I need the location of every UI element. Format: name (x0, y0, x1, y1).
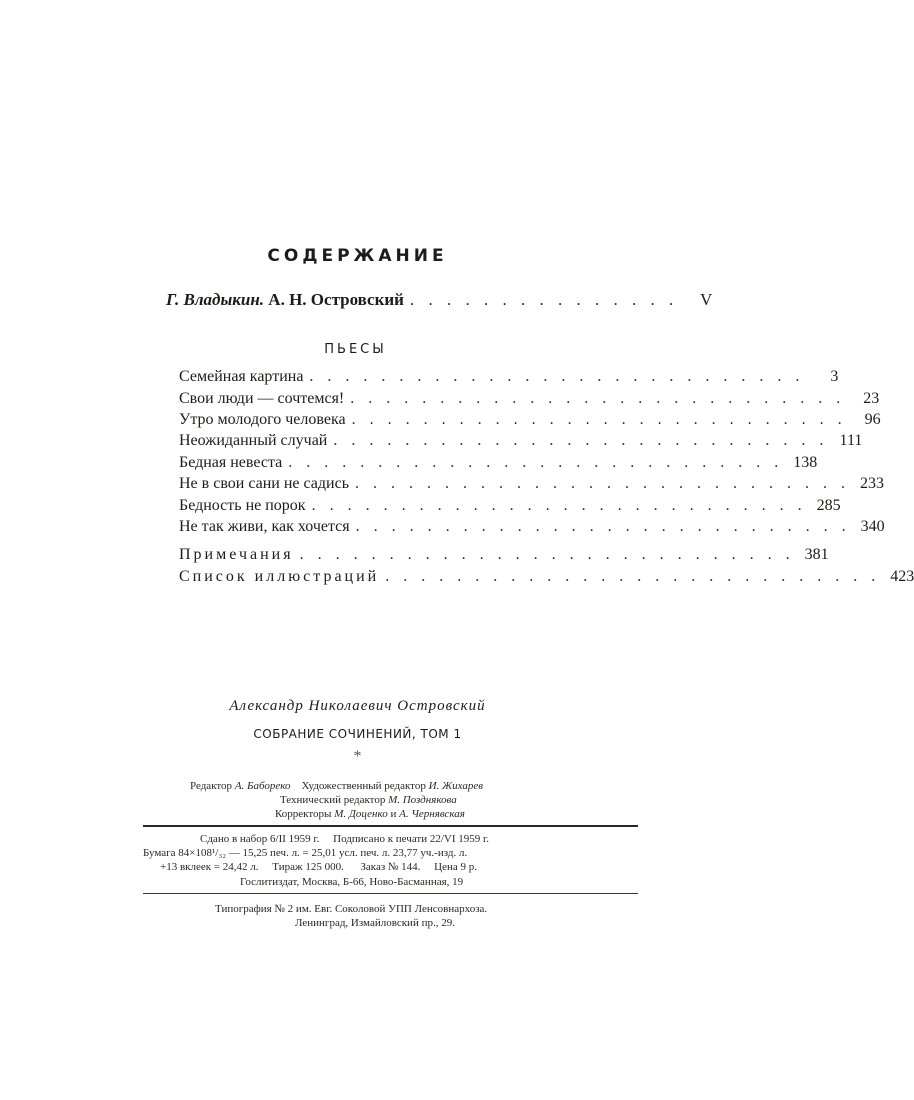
proofreaders-line (275, 807, 465, 821)
dot-leader: . . . . . . . . . . . . . . . . . . . . . . . . . . . . (350, 390, 846, 407)
star-ornament: * (353, 748, 362, 765)
dot-leader: . . . . . . . . . . . . . . . . . . . . . . . . . . . . (351, 411, 847, 428)
inserts: +13 вклеек = 24,42 л. (160, 861, 259, 873)
art-editor-name: И. Жихарев (428, 780, 484, 792)
signed-to-print: Подписано к печати 22/VI 1959 г. (333, 833, 490, 845)
toc-entry (179, 411, 881, 433)
dot-leader: . . . . . . . . . . . . . . . . . . . . . . . . . . . . (355, 518, 851, 535)
proof-and: и (390, 808, 397, 820)
proof-label: Корректоры (275, 808, 332, 820)
printer-line-1: Типография № 2 им. Евг. Соколовой УПП Ленсовнархоза. (215, 903, 488, 915)
publisher-line: Гослитиздат, Москва, Б-66, Ново-Басманная, 19 (240, 876, 464, 888)
dot-leader: . . . . . . . . . . . . . . . . . . . . . . . . . . . . (355, 475, 851, 492)
section-heading: ПЬЕСЫ (324, 342, 387, 357)
toc-entry (179, 568, 914, 590)
toc-page: 23 (863, 390, 880, 407)
editor-label: Редактор (190, 780, 233, 792)
price: Цена 9 р. (434, 861, 478, 873)
tech-editor-name: М. Позднякова (388, 794, 457, 806)
contents-intro-entry (166, 290, 713, 312)
toc-page: 340 (860, 518, 885, 535)
dot-leader: . . . . . . . . . . . . . . . . . . . . . . . . . . . . (299, 546, 795, 563)
toc-title: Неожиданный случай (179, 432, 328, 449)
tech-editor-label: Технический редактор (280, 794, 386, 806)
printer-line-2: Ленинград, Измайловский пр., 29. (295, 917, 455, 929)
toc-entry (179, 368, 839, 390)
toc-page: 423 (890, 568, 914, 585)
intro-page: V (699, 290, 713, 309)
editor-name: А. Бабореко (234, 780, 291, 792)
dot-leader: . . . . . . . . . . . . . . . . . . . . . . . . . . . . (311, 497, 807, 514)
toc-entry (179, 432, 863, 454)
toc-entry (179, 546, 829, 568)
toc-title: Семейная картина (179, 368, 304, 385)
dot-leader: . . . . . . . . . . . . . . . . . . . . . . . . . . . . (288, 454, 784, 471)
imprint-author: Александр Николаевич Островский (229, 698, 486, 714)
toc-page: 96 (864, 411, 881, 428)
toc-title: Свои люди — сочтемся! (179, 390, 345, 407)
sent-to-typeset: Сдано в набор 6/II 1959 г. (200, 833, 320, 845)
intro-subject: А. Н. Островский (268, 290, 404, 309)
art-editor-label: Художественный редактор (301, 780, 426, 792)
order-number: Заказ № 144. (360, 861, 421, 873)
dot-leader: . . . . . . . . . . . . . . . . . . . . . . . . . . . . (385, 568, 881, 585)
print-run: Тираж 125 000. (272, 861, 344, 873)
toc-title: Список иллюстраций (179, 568, 380, 585)
toc-entry (179, 390, 880, 412)
editors-line (190, 779, 483, 793)
paper-line: Бумага 84×108¹/₃₂ — 15,25 печ. л. = 25,01 усл. печ. л. 23,77 уч.-изд. л. (143, 847, 468, 859)
toc-page: 285 (816, 497, 841, 514)
toc-entry (179, 497, 841, 519)
toc-title: Бедная невеста (179, 454, 283, 471)
proofreader-2: А. Чернявская (399, 808, 465, 820)
toc-entry (179, 518, 885, 540)
divider-rule (143, 893, 638, 894)
toc-title: Утро молодого человека (179, 411, 346, 428)
toc-page: 138 (793, 454, 818, 471)
toc-title: Бедность не порок (179, 497, 306, 514)
divider-rule (143, 825, 638, 827)
toc-page: 233 (860, 475, 885, 492)
dot-leader: . . . . . . . . . . . . . . . (409, 290, 679, 309)
toc-title: Не в свои сани не садись (179, 475, 350, 492)
toc-page: 3 (830, 368, 839, 385)
toc-entry (179, 475, 885, 497)
dot-leader: . . . . . . . . . . . . . . . . . . . . . . . . . . . . (333, 432, 829, 449)
run-line (160, 860, 477, 874)
toc-page: 381 (804, 546, 829, 563)
dot-leader: . . . . . . . . . . . . . . . . . . . . . . . . . . . . (309, 368, 805, 385)
toc-title: Примечания (179, 546, 294, 563)
tech-editor-line (280, 793, 457, 807)
contents-title: СОДЕРЖАНИЕ (267, 246, 448, 266)
dates-line (200, 832, 489, 846)
toc-title: Не так живи, как хочется (179, 518, 350, 535)
proofreader-1: М. Доценко (334, 808, 388, 820)
intro-author: Г. Владыкин. (166, 290, 265, 309)
toc-entry (179, 454, 818, 476)
imprint-series: СОБРАНИЕ СОЧИНЕНИЙ, ТОМ 1 (253, 727, 462, 741)
toc-page: 111 (839, 432, 863, 449)
